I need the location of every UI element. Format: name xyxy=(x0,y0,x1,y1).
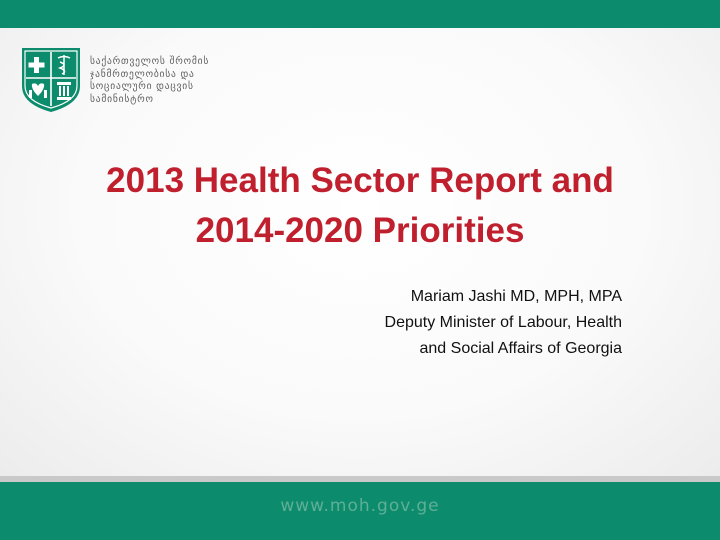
presenter-role-line: Deputy Minister of Labour, Health xyxy=(384,314,622,331)
website-link[interactable]: www.moh.gov.ge xyxy=(280,496,440,516)
slide-title xyxy=(60,156,660,256)
ministry-logo-icon xyxy=(20,46,82,114)
title-line: 2013 Health Sector Report and xyxy=(106,161,614,200)
title-line: 2014-2020 Priorities xyxy=(195,211,525,250)
presenter-name: Mariam Jashi MD, MPH, MPA xyxy=(410,288,622,305)
org-name-line: ჯანმრთელობისა და xyxy=(90,68,195,80)
top-bar xyxy=(0,0,720,28)
pillar-icon xyxy=(57,82,71,100)
presenter-info xyxy=(385,284,622,362)
presenter-role-line: and Social Affairs of Georgia xyxy=(419,340,622,357)
org-name-line: სამინისტრო xyxy=(90,93,154,105)
org-name-line: სოციალური დაცვის xyxy=(90,81,194,92)
org-name-line: საქართველოს შრომის xyxy=(90,56,210,67)
organization-name xyxy=(90,56,209,106)
